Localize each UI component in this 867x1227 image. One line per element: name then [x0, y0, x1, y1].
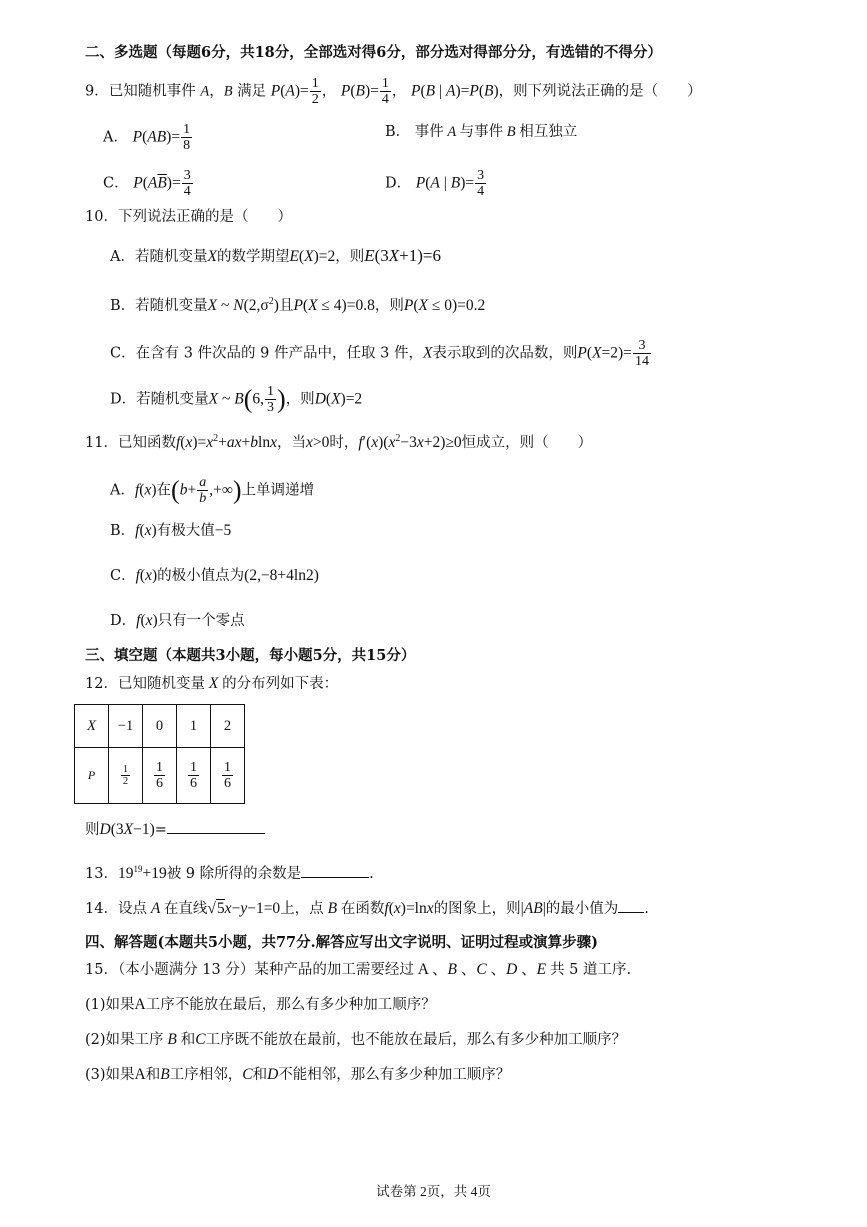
page-footer: 试卷第 2页，共 4页 [376, 1184, 491, 1199]
table-cell: P [75, 748, 109, 804]
section-title-problems: 四、解答题(本题共5小题，共77分.解答应写出文字说明、证明过程或演算步骤) [85, 934, 599, 951]
section-title-fill-in: 三、填空题（本题共3小题，每小题5分，共15分） [85, 647, 416, 664]
distribution-table [74, 704, 245, 804]
question-9-stem: 9．已知随机事件 A，B 满足 P(A)= $\frac{1}{2}$ ， P(B)= $\frac{1}{4}$ ， P(B | A)=P(B)，则下列说法正确的是（ ） [85, 76, 702, 107]
question-12-ask: 则D(3X−1)= [85, 820, 265, 840]
question-11-option-c: C．f(x)的极小值点为(2,−8+4ln2) [110, 567, 319, 584]
table-cell: $\frac{1}{6}$ [211, 748, 245, 804]
table-row [75, 705, 245, 748]
question-9-option-d: D． P(A | B)= $\frac{3}{4}$ [385, 168, 485, 199]
question-9-option-b: B． 事件 A 与事件 B 相互独立 [385, 124, 578, 140]
question-13: 13．$19^{19}+19$被 9 除所得的余数是 . [85, 864, 374, 883]
table-cell: $\frac{1}{6}$ [143, 748, 177, 804]
table-cell: 1 [177, 705, 211, 748]
answer-blank[interactable] [618, 912, 644, 913]
question-9-option-a: A． P(AB)= $\frac{1}{8}$ [103, 122, 191, 153]
question-15-part-2: (2)如果工序 B 和C工序既不能放在最前，也不能放在最后，那么有多少种加工顺序？ [85, 1031, 627, 1048]
question-15-part-3: (3)如果A和B工序相邻，C和D不能相邻，那么有多少种加工顺序？ [85, 1066, 511, 1083]
question-11-option-b: B．f(x)有极大值−5 [110, 522, 232, 539]
table-cell: $\frac{1}{6}$ [177, 748, 211, 804]
table-cell: 0 [143, 705, 177, 748]
question-10-option-c: C．在含有 3 件次品的 9 件产品中，任取 3 件，X表示取到的次品数，则P(X=2)= $\frac{3}{14}$ [110, 338, 649, 369]
table-cell: −1 [109, 705, 143, 748]
question-10-option-a: A．若随机变量X的数学期望E(X)=2，则E(3X+1)=6 [110, 246, 442, 265]
question-15-stem: 15．（本小题满分 13 分）某种产品的加工需要经过 A 、B 、C 、D 、E 共 5 道工序. [85, 961, 632, 978]
question-11-stem: 11．已知函数$f(x)=x^2+ax+blnx$，当x>0时，$f'(x)(x^2-3x+2)\ge 0$恒成立，则（ ） [85, 433, 593, 452]
question-11-option-d: D．f(x)只有一个零点 [110, 612, 245, 629]
table-cell: X [75, 705, 109, 748]
section-title-multiple-choice: 二、多选题（每题6分，共18分，全部选对得6分，部分选对得部分分，有选错的不得分） [85, 44, 662, 61]
question-14: 14．设点 A 在直线√5x−y−1=0上，点 B 在函数f(x)=lnx的图象上，则|AB|的最小值为 . [85, 900, 649, 917]
table-cell: 2 [211, 705, 245, 748]
table-row [75, 748, 245, 804]
question-11-option-a: A．f(x)在(b+ $\frac{a}{b}$ ,+∞)上单调递增 [110, 475, 315, 506]
question-12-stem: 12．已知随机变量 X 的分布列如下表： [85, 675, 339, 692]
question-10-option-d: D．若随机变量X ~ B(6, $\frac{1}{3}$ )，则D(X)=2 [110, 384, 363, 415]
question-9-option-c: C． $P(A\overline{B})=$ $\frac{3}{4}$ [103, 168, 191, 199]
question-10-option-b: B．若随机变量X ~ $N(2,\sigma^2)$且P(X ≤ 4)=0.8，则P(X ≤ 0)=0.2 [110, 296, 486, 315]
answer-blank[interactable] [167, 833, 265, 834]
table-cell: $\frac{1}{2}$ [109, 748, 143, 804]
answer-blank[interactable] [301, 877, 369, 878]
question-10-stem: 10．下列说法正确的是（ ） [85, 209, 292, 225]
question-15-part-1: (1)如果A工序不能放在最后，那么有多少种加工顺序？ [85, 996, 436, 1013]
